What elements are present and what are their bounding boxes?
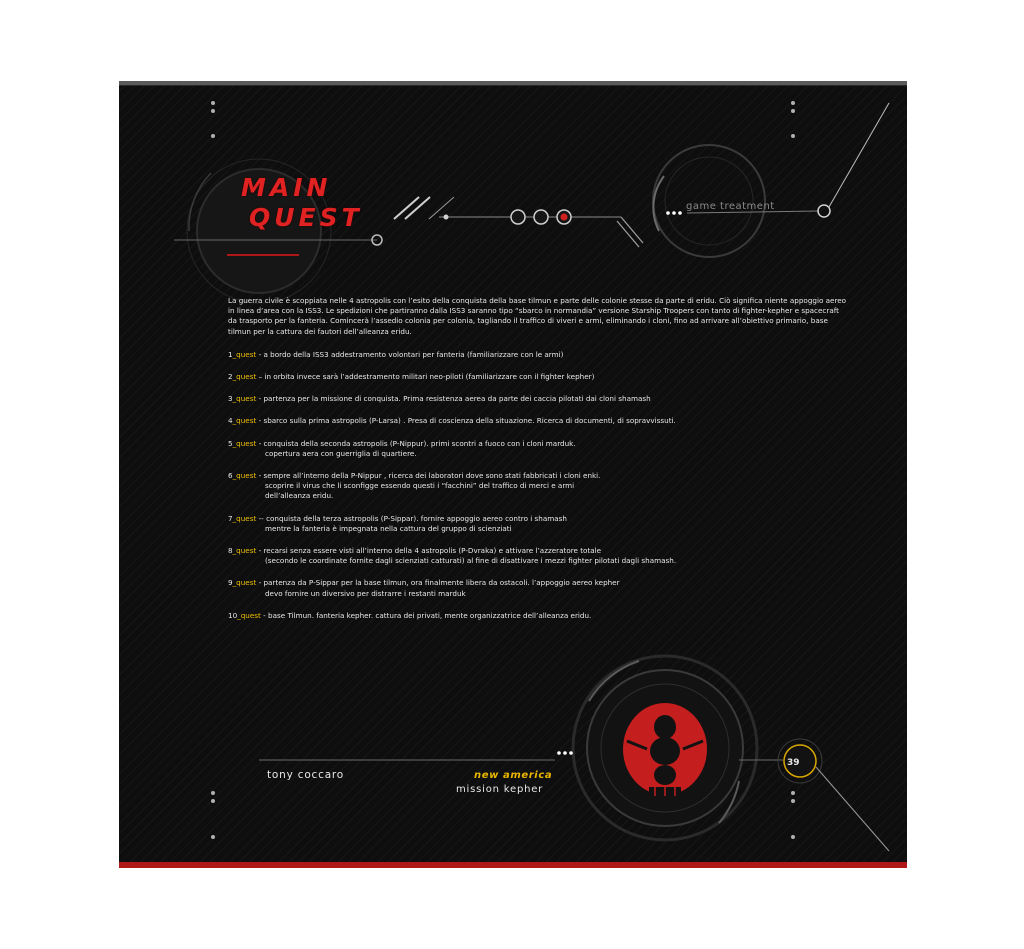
quest-number: 10: [228, 610, 238, 620]
quest-label: _quest: [232, 546, 257, 556]
quest-text: conquista della terza astropolis (P-Sippar). fornire appoggio aereo contro i shamash: [266, 513, 567, 523]
quest-text-continued: mentre la fanteria è impegnata nella cattura del gruppo di scienziati: [265, 523, 512, 533]
quest-separator: -: [256, 471, 262, 481]
quest-separator: -: [256, 349, 262, 359]
quest-label: _quest: [232, 471, 257, 481]
quest-separator: -: [256, 394, 262, 404]
quest-number: 7: [228, 513, 233, 523]
quest-text-continued: (secondo le coordinate fornite dagli scienziati catturati) al fine di disattivare i mezzi fighter pilotati dagli shamash.: [265, 556, 677, 566]
quest-item: [228, 514, 848, 534]
quest-number: 4: [228, 416, 233, 426]
quest-label: _quest: [232, 394, 257, 404]
quest-item: [228, 372, 848, 382]
quest-text: base Tilmun. fanteria kepher. cattura dei privati, mente organizzatrice dell’alleanza eridu.: [268, 610, 592, 620]
project-subtitle: mission kepher: [456, 784, 544, 795]
quest-label: _quest: [232, 372, 257, 382]
quest-text-continued: scoprire il virus che li sconfigge essendo questi i “facchini” del traffico di merci e armi: [265, 481, 575, 491]
quest-text: a bordo della ISS3 addestramento volontari per fanteria (familiarizzare con le armi): [263, 349, 564, 359]
quest-label: _quest: [237, 610, 261, 620]
quest-separator: --: [256, 513, 264, 523]
quest-list: [228, 350, 848, 621]
quest-text: conquista della seconda astropolis (P-Nippur). primi scontri a fuoco con i cloni marduk.: [263, 438, 576, 448]
quest-text-continued: devo fornire un diversivo per distrarre i restanti marduk: [265, 588, 466, 598]
quest-item: [228, 350, 848, 360]
quest-number: 6: [228, 471, 233, 481]
quest-label: _quest: [232, 416, 257, 426]
page-number: 39: [787, 758, 800, 768]
quest-number: 3: [228, 394, 233, 404]
quest-separator: –: [256, 372, 263, 382]
quest-label: _quest: [232, 578, 257, 588]
quest-text: sempre all’interno della P-Nippur , ricerca dei laboratori dove sono stati fabbricati i cloni enki.: [263, 471, 601, 481]
quest-text-continued: dell’alleanza eridu.: [265, 491, 334, 501]
quest-number: 2: [228, 372, 233, 382]
author-name: tony coccaro: [267, 769, 345, 781]
quest-separator: -: [256, 438, 262, 448]
quest-number: 5: [228, 438, 233, 448]
quest-separator: -: [256, 578, 262, 588]
quest-item: [228, 611, 848, 621]
quest-item: [228, 394, 848, 404]
quest-item: [228, 416, 848, 426]
intro-paragraph: La guerra civile è scoppiata nelle 4 astropolis con l’esito della conquista della base tilmun e parte delle colonie stesse da parte di eridu. Ciò significa niente appoggio aereo in linea d’area con la ISS3. Le spedizioni che partiranno dalla ISS3 saranno tipo “sbarco in normandia” versione Starship Troopers con tanto di fighter-kepher e spacecraft da trasporto per la fanteria. Comincerà l’assedio colonia per colonia, tagliando il traffico di viveri e armi, eliminando i cloni, fino ad arrivare all’obiettivo primario, base tilmun per la cattura dei fautori dell’alleanza eridu.: [228, 296, 847, 336]
document-body: [228, 296, 848, 633]
quest-label: _quest: [232, 438, 257, 448]
quest-item: [228, 578, 848, 598]
quest-text-continued: copertura aera con guerriglia di quartiere.: [265, 448, 417, 458]
quest-number: 1: [228, 349, 233, 359]
quest-text: sbarco sulla prima astropolis (P-Larsa) . Presa di coscienza della situazione. Ricerca di documenti, di sopravvissuti.: [263, 416, 676, 426]
quest-number: 9: [228, 578, 233, 588]
quest-separator: -: [256, 546, 262, 556]
quest-text: partenza da P-Sippar per la base tilmun, ora finalmente libera da ostacoli. l’appoggio aereo kepher: [263, 578, 620, 588]
title-line-1: MAIN: [241, 173, 332, 202]
section-label: game treatment: [686, 201, 775, 212]
bottom-accent-bar: [119, 862, 907, 868]
quest-text: partenza per la missione di conquista. Prima resistenza aerea da parte dei caccia pilotati dai cloni shamash: [263, 394, 651, 404]
quest-item: [228, 439, 848, 459]
quest-item: [228, 546, 848, 566]
quest-item: [228, 471, 848, 502]
quest-text: recarsi senza essere visti all’interno della 4 astropolis (P-Dvraka) e attivare l’azzeratore totale: [263, 546, 602, 556]
quest-text: in orbita invece sarà l’addestramento militari neo-piloti (familiarizzare con il fighter kepher): [264, 372, 595, 382]
title-line-2: QUEST: [249, 203, 363, 232]
quest-label: _quest: [232, 349, 257, 359]
quest-label: _quest: [232, 513, 257, 523]
quest-separator: -: [260, 610, 266, 620]
quest-separator: -: [256, 416, 262, 426]
quest-number: 8: [228, 546, 233, 556]
page-spread: [119, 81, 907, 868]
project-title: new america: [474, 770, 553, 781]
